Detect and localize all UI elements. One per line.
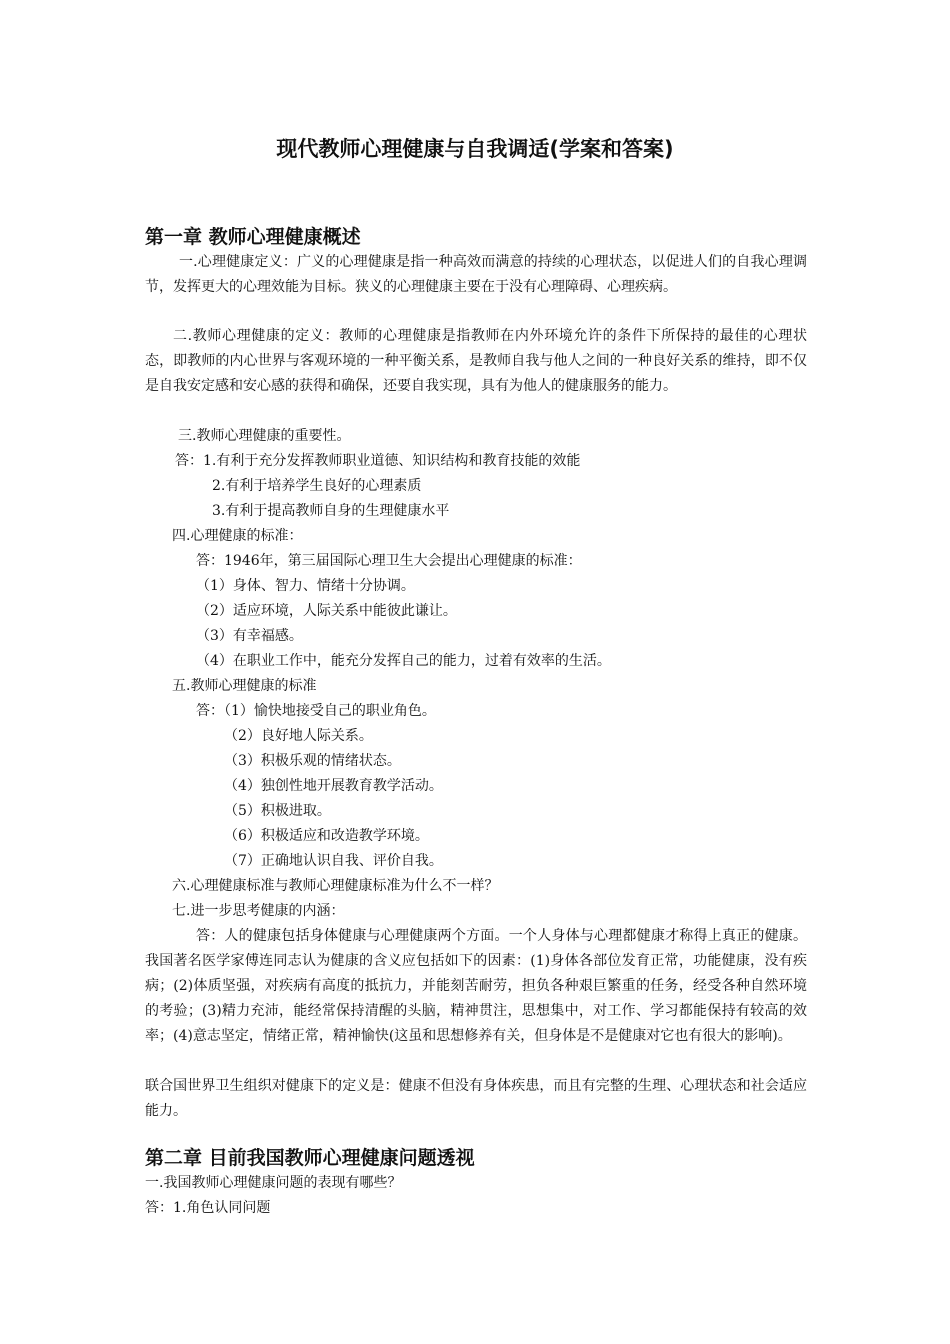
ch1-answer-5-item-2: （2）良好地人际关系。 [224,728,373,744]
ch1-question-3: 三.教师心理健康的重要性。 [178,428,351,444]
ch1-teacher-definition-paragraph: 二.教师心理健康的定义：教师的心理健康是指教师在内外环境允许的条件下所保持的最佳的心理状态，即教师的内心世界与客观环境的一种平衡关系，是教师自我与他人之间的一种良好关系的维持，即不仅是自我安定感和安心感的获得和确保，还要自我实现，具有为他人的健康服务的能力。 [145,328,807,394]
ch1-answer-5-item-1: 答：（1）愉快地接受自己的职业角色。 [196,703,436,719]
ch1-answer-3-item-2: 2.有利于培养学生良好的心理素质 [212,478,422,494]
ch1-answer-4-item-1: （1）身体、智力、情绪十分协调。 [196,578,415,594]
ch1-answer-3-item-1: 答：1.有利于充分发挥教师职业道德、知识结构和教育技能的效能 [175,453,581,469]
ch1-answer-4-intro: 答：1946年，第三届国际心理卫生大会提出心理健康的标准： [196,553,582,569]
ch1-definition-paragraph: 一.心理健康定义：广义的心理健康是指一种高效而满意的持续的心理状态，以促进人们的自我心理调节，发挥更大的心理效能为目标。狭义的心理健康主要在于没有心理障碍、心理疾病。 [145,254,807,295]
ch1-question-4: 四.心理健康的标准： [172,528,303,544]
ch1-answer-5-item-4: （4）独创性地开展教育教学活动。 [224,778,443,794]
document-title: 现代教师心理健康与自我调适(学案和答案) [276,137,674,161]
ch1-answer-3-item-3: 3.有利于提高教师自身的生理健康水平 [212,503,450,519]
ch1-answer-4-item-2: （2）适应环境，人际关系中能彼此谦让。 [196,603,457,619]
ch1-answer-5-item-6: （6）积极适应和改造教学环境。 [224,828,429,844]
ch1-question-7: 七.进一步思考健康的内涵： [172,903,345,919]
ch1-answer-5-item-3: （3）积极乐观的情绪状态。 [224,753,401,769]
ch1-answer-4-item-4: （4）在职业工作中，能充分发挥自己的能力，过着有效率的生活。 [196,653,611,669]
ch1-question-5: 五.教师心理健康的标准 [172,678,317,694]
ch2-question-1: 一.我国教师心理健康问题的表现有哪些？ [145,1175,402,1191]
ch1-answer-5-item-7: （7）正确地认识自我、评价自我。 [224,853,443,869]
ch2-answer-1-item-1: 答：1.角色认同问题 [145,1200,271,1216]
ch1-question-6: 六.心理健康标准与教师心理健康标准为什么不一样？ [172,878,499,894]
ch1-answer-7-paragraph: 答：人的健康包括身体健康与心理健康两个方面。一个人身体与心理都健康才称得上真正的健康。我国著名医学家傅连同志认为健康的含义应包括如下的因素：(1)身体各部位发育正常，功能健康，没有疾病；(2)体质坚强，对疾病有高度的抵抗力，并能刻苦耐劳，担负各种艰巨繁重的任务，经受各种自然环境的考验；(3)精力充沛，能经常保持清醒的头脑，精神贯注，思想集中，对工作、学习都能保持有较高的效率；(4)意志坚定，情绪正常，精神愉快(这虽和思想修养有关，但身体是不是健康对它也有很大的影响)。 [145,928,807,1044]
chapter2-heading: 第二章 目前我国教师心理健康问题透视 [145,1147,475,1169]
ch1-answer-4-item-3: （3）有幸福感。 [196,628,303,644]
ch1-answer-5-item-5: （5）积极进取。 [224,803,331,819]
chapter1-heading: 第一章 教师心理健康概述 [145,226,361,248]
ch1-who-definition: 联合国世界卫生组织对健康下的定义是：健康不但没有身体疾患，而且有完整的生理、心理状态和社会适应能力。 [145,1078,807,1119]
